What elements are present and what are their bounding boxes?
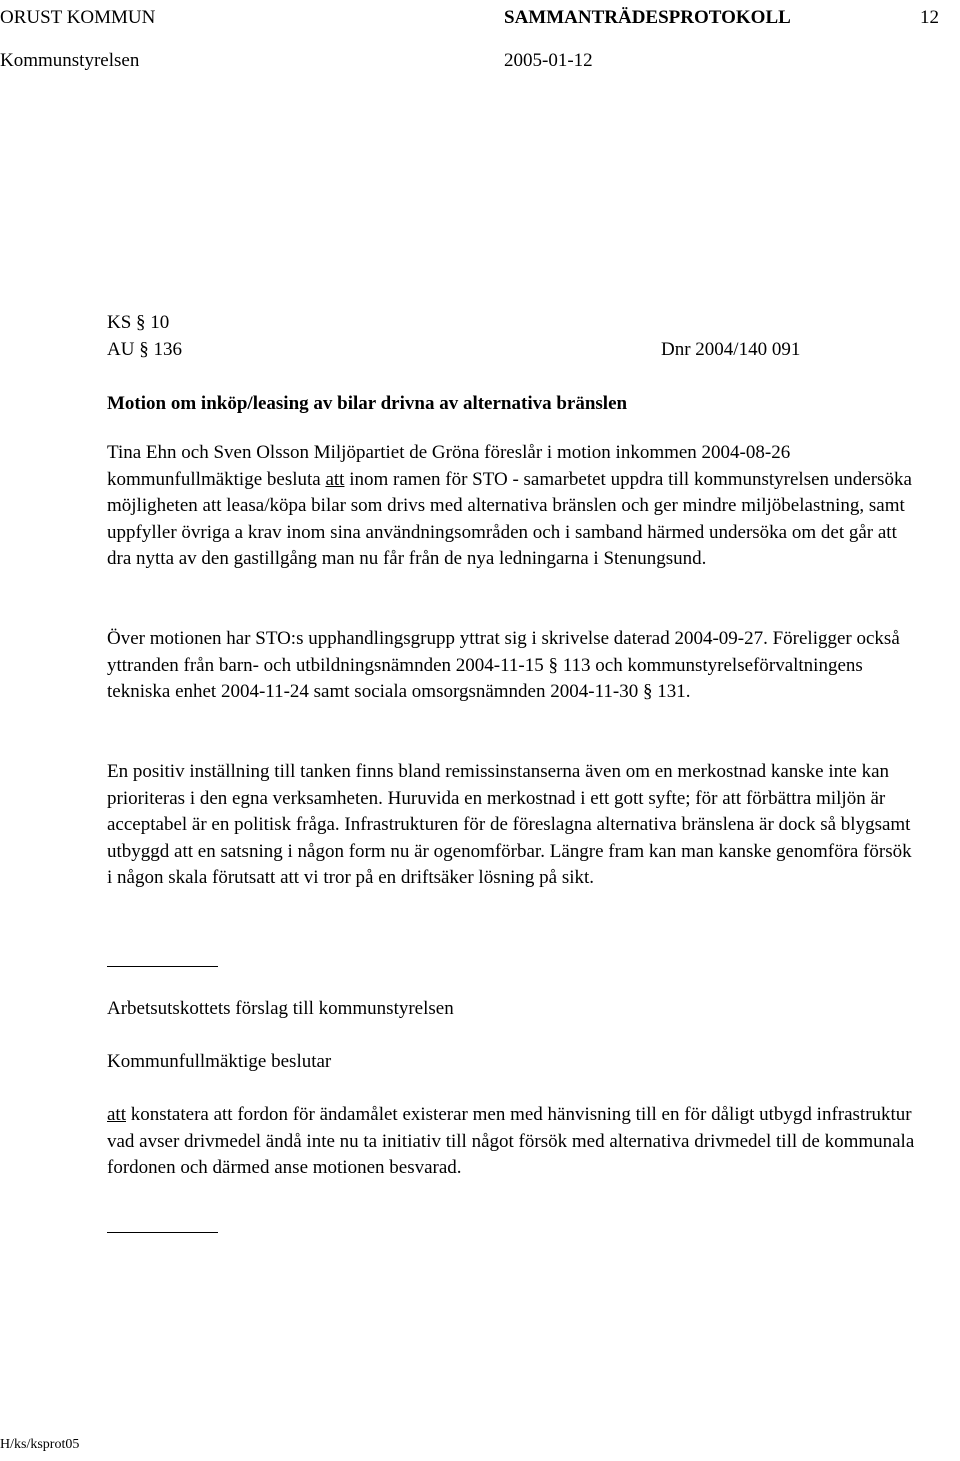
meeting-date: 2005-01-12 xyxy=(504,50,593,71)
motion-text-end: inom ramen för STO - samarbetet uppdra till kommunstyrelsen undersöka möjligheten att leasa/köpa bilar som drivs med alternativa bränslen och ger mindre miljöbelastning, samt uppfyller övriga a krav inom sina användningsområden och i samband härmed undersöka om det går att dra nytta av den gastillgång man nu får från de nya ledningarna i Stenungsund. xyxy=(107,468,912,569)
au-paragraph-label: AU § 136 xyxy=(107,339,182,360)
att-underlined: att xyxy=(325,468,345,490)
decision-att-underlined: att xyxy=(107,1104,126,1125)
proposal-heading: Arbetsutskottets förslag till kommunstyrelsen xyxy=(107,998,454,1019)
decision-heading: Kommunfullmäktige beslutar xyxy=(107,1051,332,1072)
ks-paragraph-label: KS § 10 xyxy=(107,312,170,333)
section-divider xyxy=(107,966,218,967)
document-type: SAMMANTRÄDESPROTOKOLL xyxy=(504,7,791,28)
motion-text-start: Tina Ehn och Sven Olsson Miljöpartiet de Gröna föreslår i motion inkommen 2004-08-26 kommunfullmäktige besluta xyxy=(107,442,791,490)
motion-paragraph xyxy=(107,440,917,573)
case-title: Motion om inköp/leasing av bilar drivna av alternativa bränslen xyxy=(107,393,628,414)
dnr-number: Dnr 2004/140 091 xyxy=(661,339,801,360)
statements-paragraph: Över motionen har STO:s upphandlingsgrupp yttrat sig i skrivelse daterad 2004-09-27. Föreligger också yttranden från barn- och utbildningsnämnden 2004-11-15 § 113 och kommunstyrelseförvaltningens tekniska enhet 2004-11-24 samt sociala omsorgsnämnden 2004-11-30 § 131. xyxy=(107,628,900,702)
decision-text: konstatera att fordon för ändamålet existerar men med hänvisning till en för dåligt utbygd infrastruktur vad avser drivmedel ändå inte nu ta initiativ till något försök med alternativa drivmedel till de kommunala fordonen och därmed anse motionen besvarad. xyxy=(107,1104,915,1178)
page-number: 12 xyxy=(920,7,939,28)
committee-name: Kommunstyrelsen xyxy=(0,50,140,71)
municipality-name: ORUST KOMMUN xyxy=(0,7,156,28)
assessment-paragraph: En positiv inställning till tanken finns bland remissinstanserna även om en merkostnad kanske inte kan prioriteras i den egna verksamheten. Huruvida en merkostnad i ett gott syfte; för att förbättra miljön är acceptabel är en politisk fråga. Infrastrukturen för de föreslagna alternativa bränslena är dock så blygsamt utbyggd att en satsning i någon form nu är ogenomförbar. Längre fram kan man kanske genomföra försök i någon skala förutsatt att vi tror på en driftsäker lösning på sikt. xyxy=(107,761,912,888)
decision-paragraph xyxy=(107,1102,917,1182)
footer-path: H/ks/ksprot05 xyxy=(0,1437,80,1452)
closing-divider xyxy=(107,1232,218,1233)
